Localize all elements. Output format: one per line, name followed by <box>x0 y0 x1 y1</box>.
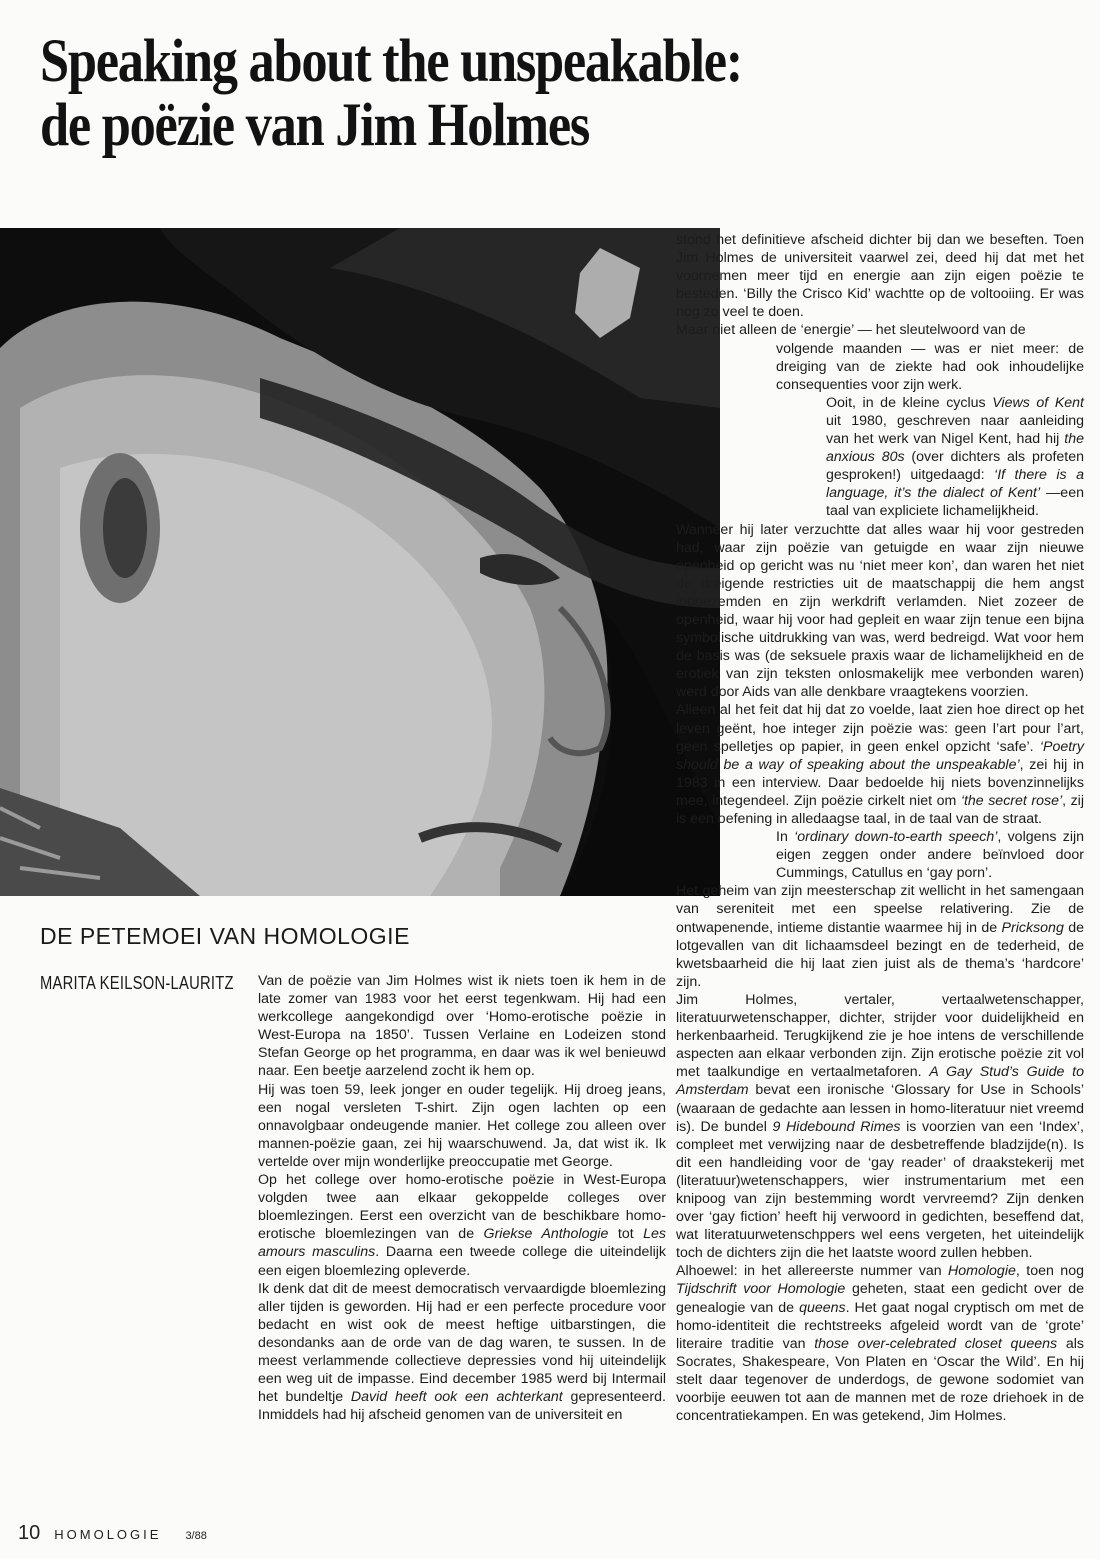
title-line-2: de poëzie van Jim Holmes <box>40 92 589 159</box>
p3c: (over dichters als profeten gesproken!) uitgedaagd: <box>826 449 1085 484</box>
right-paragraph-5 <box>676 701 1084 828</box>
p7-em1: A Gay Stud’s Guide to Amsterdam <box>676 1064 1084 1099</box>
right-paragraph-7 <box>676 991 1084 1262</box>
left-paragraph-1: Van de poëzie van Jim Holmes wist ik niets toen ik hem in de late zomer van 1983 voor het eerst tegenkwam. Hij had een werkcollege aangekondigd over ‘Homo-erotische poëzie in West-Europa na 1850’. Tussen Verlaine en Lodeizen stond Stefan George op het programma, en daar was ik wel benieuwd naar. Een beetje aarzelend zocht ik hem op. <box>258 973 666 1080</box>
right-paragraph-6 <box>676 882 1084 991</box>
l3-em1: Griekse Anthologie <box>483 1226 609 1243</box>
left-column <box>258 972 666 1424</box>
p3-em3: ‘If there is a language, it’s the dialect of Kent’ <box>826 467 1084 502</box>
right-paragraph-1: stond het definitieve afscheid dichter bij dan we beseften. Toen Jim Holmes de universiteit vaarwel zei, deed hij dat met het voornemen meer tijd en energie aan zijn eigen poëzie te besteden. ‘Billy the Crisco Kid’ wachtte op de voltooiing. Er was nog zo veel te doen. <box>676 232 1084 321</box>
p3a: Ooit, in de kleine cyclus <box>826 394 993 411</box>
p5-em1: ‘Poetry should be a way of speaking about the unspeakable’ <box>676 738 1084 773</box>
right-column <box>676 231 1084 1425</box>
page-footer <box>18 1522 207 1546</box>
l4-em1: David heeft ook een achterkant <box>350 1389 563 1406</box>
l3-before: Op het college over homo-erotische poëzie in West-Europa volgden twee aan elkaar gekoppelde colleges over bloemlezingen. Eerst een overzicht van de beschikbare homo-erotische bloemlezingen van de <box>258 1172 666 1243</box>
p5-em3: ‘ordinary down-to-earth speech’ <box>794 829 998 846</box>
p8-em4: those over-celebrated closet queens <box>814 1335 1058 1352</box>
p6-em1: Pricksong <box>1001 919 1064 936</box>
author-name: MARITA KEILSON-LAURITZ <box>40 973 234 993</box>
p8-em2: Tijdschrift voor Homologie <box>676 1281 846 1298</box>
l4-before: Ik denk dat dit de meest democratisch vervaardigde bloemlezing aller tijden is geworden. Hij had er een perfecte procedure voor bedacht en wist ook de meest heftige uitbarstingen, die desondanks aan de orde van de dag waren, te sussen. In de meest verlammende collectieve depressies vond hij uiteindelijk een weg uit de impasse. Eind december 1985 werd bij Intermail het bundeltje <box>258 1280 666 1406</box>
right-paragraph-2a: Maar niet alleen de ‘energie’ — het sleutelwoord van de <box>676 322 1026 339</box>
right-paragraph-5b <box>676 828 1084 882</box>
p3-em1: Views of Kent <box>992 394 1084 411</box>
page-number: 10 <box>18 1522 41 1544</box>
l3-em2: Les amours masculins <box>258 1226 666 1261</box>
p5-em2: ‘the secret rose’ <box>960 792 1063 809</box>
right-paragraph-3 <box>676 394 1084 521</box>
p8-em3: queens <box>799 1299 846 1316</box>
p8c: geheten, staat een gedicht over de genealogie van de <box>676 1281 1084 1316</box>
title-line-1: Speaking about the unspeakable: <box>40 28 742 95</box>
p7a: Jim Holmes, vertaler, vertaalwetenschapper, literatuurwetenschapper, dichter, strijder voor duidelijkheid en herkenbaarheid. Terugkijkend zie je hoe intens de verschillende aspecten aan elkaar verbonden zijn. Zijn erotische poëzie zit vol met taalkundige en vertaalmetaforen. <box>676 991 1084 1081</box>
section-heading: DE PETEMOEI VAN HOMOLOGIE <box>40 923 410 949</box>
article-title <box>40 30 917 158</box>
portrait-photo <box>0 228 720 896</box>
p7c: is voorzien van een ‘Index’, compleet met verwijzing naar de desbetreffende bladzijde(n). Is dit een handleiding voor de ‘gay reader’ of draakstekerij met (literatuur)wetenschappers, wier instrumentarium met een knipoog van zijn bestemming wordt vervreemd? Zijn denken over ‘gay fiction’ heeft hij verwoord in gedichten, beseffend dat, wat literatuurwetenschppers wel eens vergeten, het uiteindelijk toch de dichters zijn die het laatste woord zullen hebben. <box>676 1118 1084 1262</box>
p8e: als Socrates, Shakespeare, Von Platen en ‘Oscar the Wild’. En hij stelt daar tegenover de underdogs, de gewone sodomiet van voorbije eeuwen tot aan de mannen met de roze driehoek in de concentratiekampen. En was getekend, Jim Holmes. <box>676 1335 1084 1425</box>
l3-after: . Daarna een tweede college die uiteindelijk een eigen bloemlezing opleverde. <box>258 1244 667 1279</box>
l4-after: gepresenteerd. Inmiddels had hij afscheid genomen van de universiteit en <box>258 1389 666 1424</box>
l3-mid: tot <box>608 1226 644 1243</box>
left-paragraph-3 <box>258 1171 666 1280</box>
p8d: . Het gaat nogal cryptisch om met de homo-identiteit die rechtstreeks afgeleid wordt van de ‘grote’ literaire traditie van <box>676 1299 1084 1352</box>
p5e: , volgens zijn eigen zeggen onder andere beïnvloed door Cummings, Catullus en ‘gay porn’. <box>776 829 1085 882</box>
p8-em1: Homologie <box>948 1263 1016 1280</box>
issue-number: 3/88 <box>185 1530 207 1542</box>
p5c: , zij is een oefening in alledaagse taal, in de taal van de straat. <box>676 792 1084 827</box>
p8a: Alhoewel: in het allereerste nummer van <box>676 1263 949 1280</box>
p5b: , zei hij in 1983 in een interview. Daar bedoelde hij niets bovenzinnelijks mee, integendeel. Zijn poëzie cirkelt niet om <box>676 756 1085 809</box>
p7b: bevat een ironische ‘Glossary for Use in Schools’ (waaraan de gedachte aan lessen in homo-literatuur niet vreemd is). De bundel <box>676 1082 1084 1135</box>
left-paragraph-4 <box>258 1280 666 1425</box>
p7-em2: 9 Hidebound Rimes <box>772 1118 901 1135</box>
left-paragraph-2: Hij was toen 59, leek jonger en ouder tegelijk. Hij droeg jeans, een nogal versleten T-shirt. Zijn ogen lachten op een onnavolgbaar ondeugende manier. Het college zou alleen over mannen-poëzie gaan, zei hij waarschuwend. Ja, dat wist ik. Ik vertelde over mijn wonderlijke preoccupatie met George. <box>258 1081 666 1170</box>
right-paragraph-8 <box>676 1262 1084 1425</box>
p5a: Alleen al het feit dat hij dat zo voelde, laat zien hoe direct op het leven geënt, hoe integer zijn poëzie was: geen l’art pour l’art, geen spelletjes op papier, in geen enkel opzicht ‘safe’. <box>676 702 1084 755</box>
portrait-photo-icon <box>0 228 720 896</box>
p3d: —een taal van expliciete lichamelijkheid. <box>826 485 1084 520</box>
right-paragraph-2b: volgende maanden — was er niet meer: de dreiging van de ziekte had ook inhoudelijke consequenties voor zijn werk. <box>776 340 1084 393</box>
p3-em2: the anxious 80s <box>826 431 1084 466</box>
p6b: de lotgevallen van dit lichaamsdeel bezingt en de tederheid, de kwetsbaarheid die hij laat zien juist als de thema’s ‘hardcore’ zijn. <box>676 919 1084 990</box>
p8b: , toen nog <box>1015 1263 1084 1280</box>
p6a: Het geheim van zijn meesterschap zit wellicht in het samengaan van sereniteit met een speelse relativering. Zie de ontwapenende, intieme distantie waarmee hij in de <box>676 883 1084 936</box>
right-paragraph-2 <box>676 321 1084 393</box>
p3b: uit 1980, geschreven naar aanleiding van het werk van Nigel Kent, had hij <box>826 412 1084 448</box>
p5d: In <box>776 829 795 846</box>
magazine-name: HOMOLOGIE <box>54 1527 162 1542</box>
right-paragraph-4: Wanneer hij later verzuchtte dat alles waar hij voor gestreden had, waar zijn poëzie van getuigde en waar zijn nieuwe openheid op gericht was nu ‘niet meer kon’, dan waren het niet de dreigende restricties uit de maatschappij die hem angst inboezemden en zijn werkdrift verlamden. Niet zozeer de openheid, waar hij voor had gepleit en waar zijn tenue een bijna symbolische uitdrukking van was, werd bedreigd. Wat voor hem de basis was (de seksuele praxis waar de lichamelijkheid en de erotiek van zijn teksten onlosmakelijk mee verbonden waren) werd door Aids van alle denkbare vraagtekens voorzien. <box>676 521 1084 701</box>
